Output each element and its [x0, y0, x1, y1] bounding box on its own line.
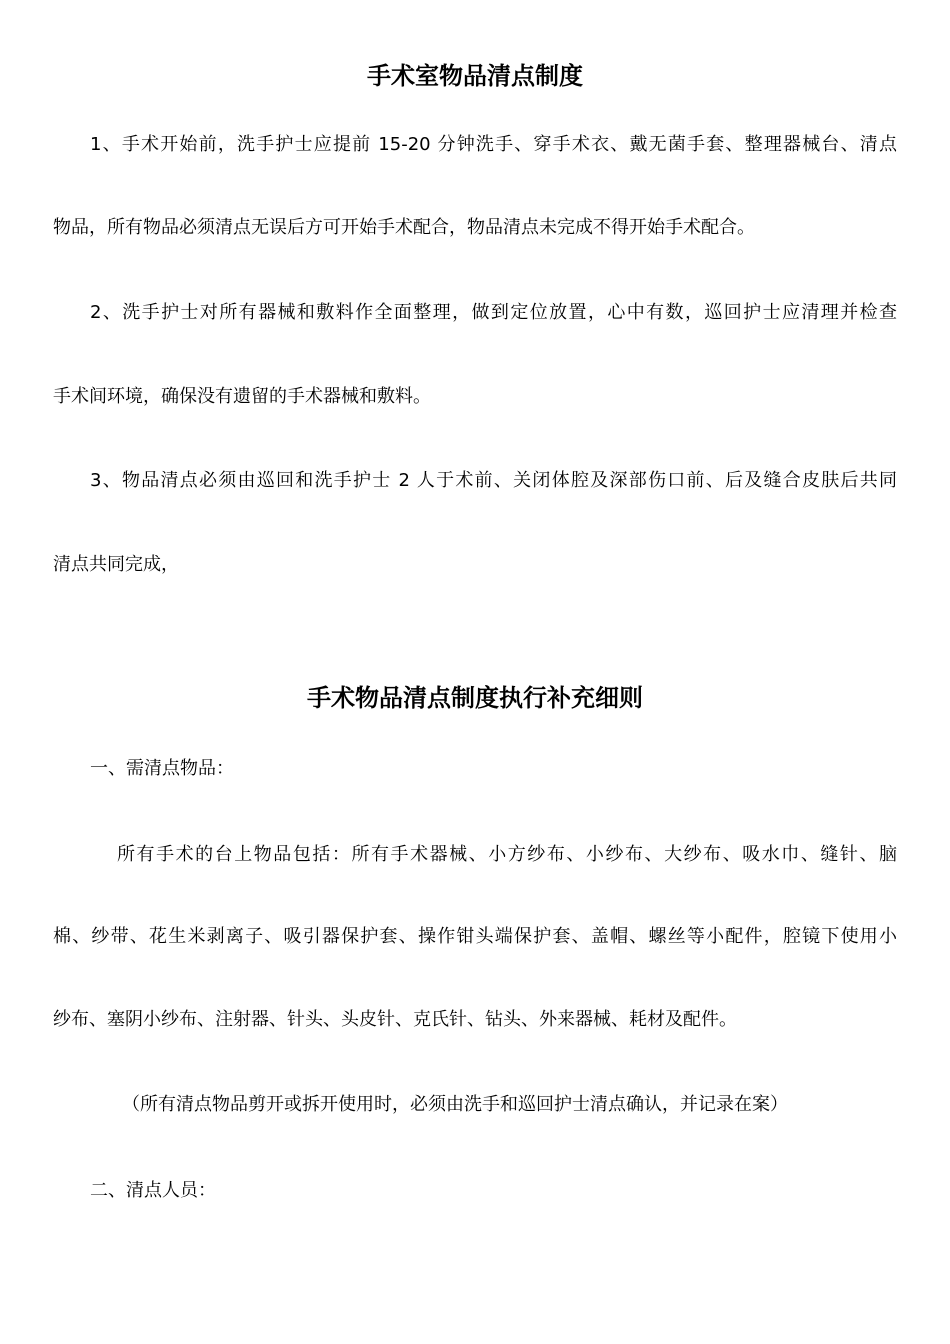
section-2-heading: 二、清点人员： [90, 1180, 216, 1201]
section-1-line-2: 棉、纱带、花生米剥离子、吸引器保护套、操作钳头端保护套、盖帽、螺丝等小配件，腔镜下使用小 [53, 926, 897, 947]
section-title: 手术物品清点制度执行补充细则 [307, 683, 643, 712]
section-1-line-3: 纱布、塞阴小纱布、注射器、针头、头皮针、克氏针、钻头、外来器械、耗材及配件。 [53, 1009, 737, 1030]
paragraph-3-line-2: 清点共同完成， [53, 554, 179, 575]
paragraph-1-line-2: 物品，所有物品必须清点无误后方可开始手术配合，物品清点未完成不得开始手术配合。 [53, 217, 755, 238]
paragraph-3-line-1: 3、物品清点必须由巡回和洗手护士 2 人于术前、关闭体腔及深部伤口前、后及缝合皮肤后共同 [90, 470, 897, 491]
section-1-note: （所有清点物品剪开或拆开使用时，必须由洗手和巡回护士清点确认，并记录在案） [122, 1094, 788, 1115]
document-title: 手术室物品清点制度 [367, 61, 583, 90]
paragraph-2-line-2: 手术间环境，确保没有遗留的手术器械和敷料。 [53, 386, 431, 407]
paragraph-2-line-1: 2、洗手护士对所有器械和敷料作全面整理，做到定位放置，心中有数，巡回护士应清理并检查 [90, 302, 897, 323]
section-1-heading: 一、需清点物品： [90, 758, 234, 779]
paragraph-1-line-1: 1、手术开始前，洗手护士应提前 15-20 分钟洗手、穿手术衣、戴无菌手套、整理器械台、清点 [90, 134, 897, 155]
section-1-line-1: 所有手术的台上物品包括：所有手术器械、小方纱布、小纱布、大纱布、吸水巾、缝针、脑 [117, 844, 897, 865]
